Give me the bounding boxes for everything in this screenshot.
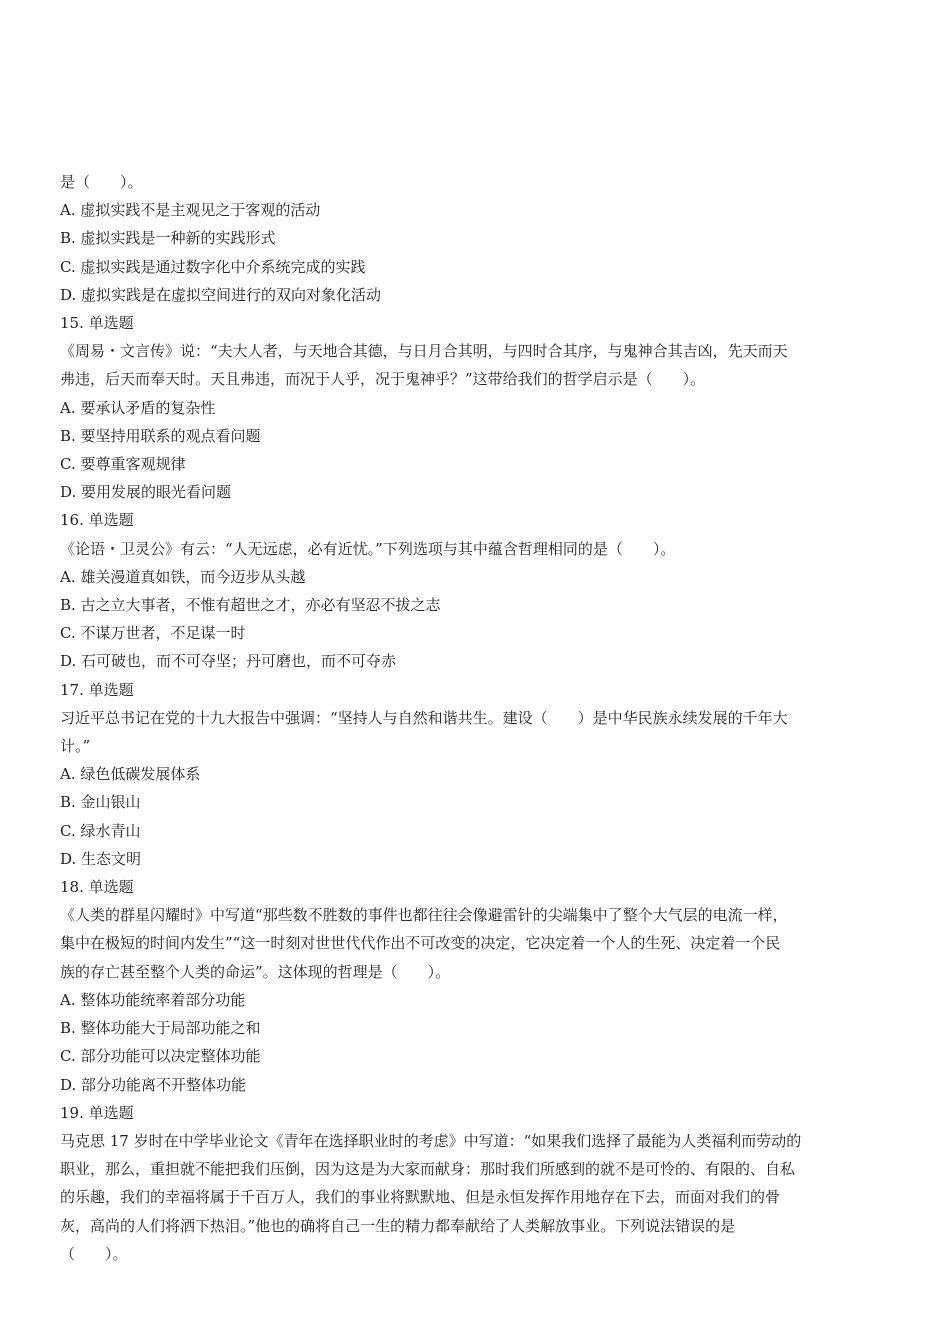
q18-stem-line: 族的存亡甚至整个人类的命运”。这体现的哲理是（ ）。: [60, 962, 451, 981]
q18-option-a: A. 整体功能统率着部分功能: [60, 990, 246, 1009]
q18-header: 18. 单选题: [60, 878, 134, 897]
q18-option-c: C. 部分功能可以决定整体功能: [60, 1047, 261, 1066]
q18-option-d: D. 部分功能离不开整体功能: [60, 1075, 247, 1094]
q18-stem-line: 集中在极短的时间内发生”“这一时刻对世世代代作出不可改变的决定，它决定着一个人的生死、决定着一个民: [60, 934, 781, 953]
q17-option-a: A. 绿色低碳发展体系: [60, 765, 201, 784]
q18-option-b: B. 整体功能大于局部功能之和: [60, 1019, 261, 1038]
q18-stem-line: 《人类的群星闪耀时》中写道“那些数不胜数的事件也都往往会像避雷针的尖端集中了整个大气层的电流一样，: [60, 906, 788, 925]
q15-option-c: C. 要尊重客观规律: [60, 455, 186, 474]
q17-option-d: D. 生态文明: [60, 849, 142, 868]
q19-header: 19. 单选题: [60, 1103, 134, 1122]
q17-option-c: C. 绿水青山: [60, 821, 141, 840]
q17-option-b: B. 金山银山: [60, 793, 141, 812]
question-14-stem-tail: 是（ ）。: [60, 173, 143, 191]
q17-header: 17. 单选题: [60, 680, 134, 699]
q15-option-b: B. 要坚持用联系的观点看问题: [60, 426, 261, 445]
q15-option-d: D. 要用发展的眼光看问题: [60, 483, 232, 502]
q14-option-d: D. 虚拟实践是在虚拟空间进行的双向对象化活动: [60, 285, 382, 304]
q15-option-a: A. 要承认矛盾的复杂性: [60, 398, 216, 417]
question-document: [60, 168, 890, 1268]
q16-stem-line: 《论语・卫灵公》有云：“人无远虑，必有近忧。”下列选项与其中蕴含哲理相同的是（ ）。: [60, 539, 676, 558]
q19-stem-line: 马克思 17 岁时在中学毕业论文《青年在选择职业时的考虑》中写道：“如果我们选择了最能为人类福利而劳动的: [60, 1131, 802, 1150]
q15-stem-line: 弗违，后天而奉天时。天且弗违，而况于人乎，况于鬼神乎？”这带给我们的哲学启示是（ ）。: [60, 370, 706, 389]
q17-stem-line: 习近平总书记在党的十九大报告中强调：“坚持人与自然和谐共生。建设（ ）是中华民族永续发展的千年大: [60, 708, 788, 727]
q16-option-d: D. 石可破也，而不可夺坚；丹可磨也，而不可夺赤: [60, 652, 397, 671]
q16-option-b: B. 古之立大事者，不惟有超世之才，亦必有坚忍不拔之志: [60, 596, 441, 615]
q14-option-b: B. 虚拟实践是一种新的实践形式: [60, 229, 276, 248]
q16-option-c: C. 不谋万世者，不足谋一时: [60, 624, 246, 643]
q14-option-a: A. 虚拟实践不是主观见之于客观的活动: [60, 201, 321, 220]
q14-option-c: C. 虚拟实践是通过数字化中介系统完成的实践: [60, 257, 366, 276]
q15-header: 15. 单选题: [60, 314, 134, 333]
q19-stem-line: 灰，高尚的人们将洒下热泪。”他也的确将自己一生的精力都奉献给了人类解放事业。下列说法错误的是: [60, 1216, 736, 1235]
q17-stem-line: 计。”: [60, 737, 91, 756]
q16-header: 16. 单选题: [60, 511, 134, 530]
q19-stem-line: （ ）。: [60, 1244, 128, 1263]
q19-stem-line: 职业，那么，重担就不能把我们压倒，因为这是为大家而献身：那时我们所感到的就不是可怜的、有限的、自私: [60, 1160, 796, 1179]
q16-option-a: A. 雄关漫道真如铁，而今迈步从头越: [60, 567, 306, 586]
q19-stem-line: 的乐趣，我们的幸福将属于千百万人，我们的事业将默默地、但是永恒发挥作用地存在下去，而面对我们的骨: [60, 1188, 781, 1207]
q15-stem-line: 《周易・文言传》说：“夫大人者，与天地合其德，与日月合其明，与四时合其序，与鬼神合其吉凶，先天而天: [60, 342, 788, 361]
